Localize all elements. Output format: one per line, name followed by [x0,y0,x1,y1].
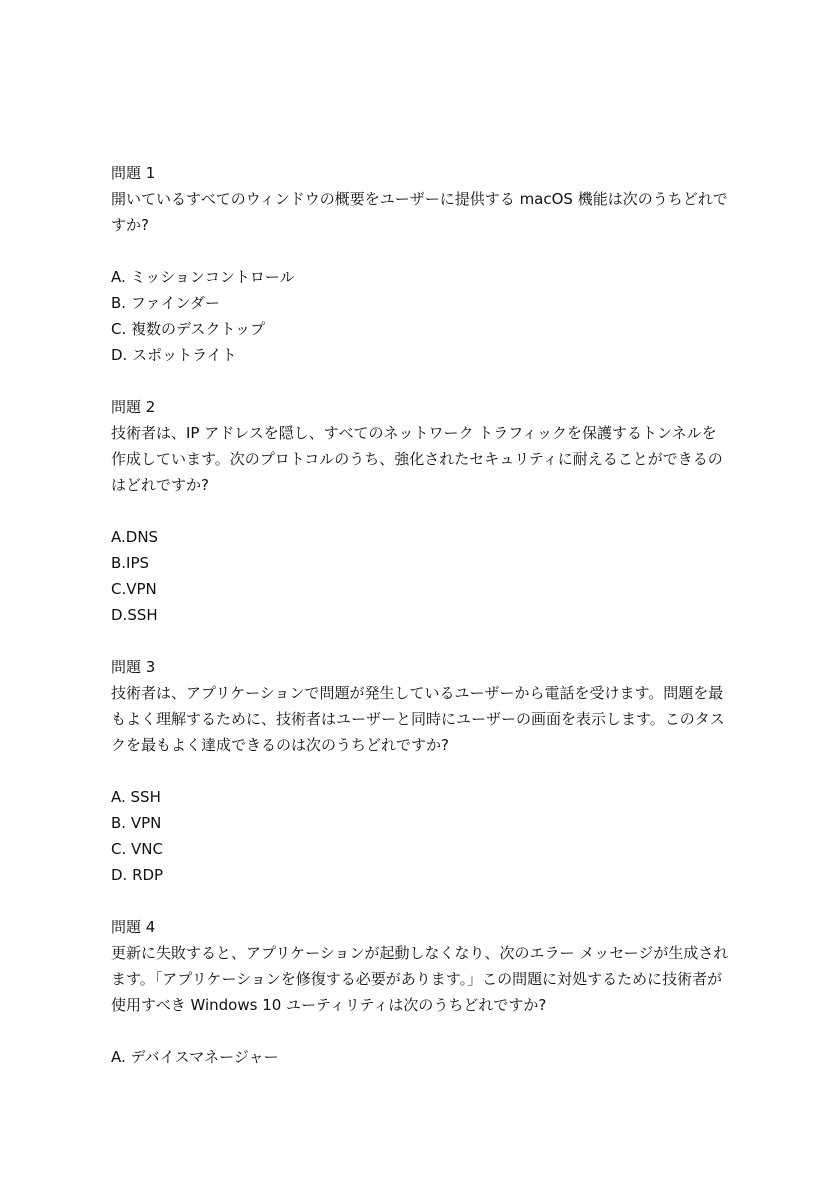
option-c: C. 複数のデスクトップ [111,320,265,338]
option-b: B. ファインダー [111,294,220,312]
option-list [111,784,731,888]
option-c: C.VPN [111,580,157,598]
question-3 [111,654,731,888]
option-a: A.DNS [111,528,159,546]
question-2 [111,394,731,628]
question-label: 問題 1 [111,164,156,182]
question-label: 問題 4 [111,918,156,936]
question-text: 技術者は、IP アドレスを隠し、すべてのネットワーク トラフィックを保護するトンネルを作成しています。次のプロトコルのうち、強化されたセキュリティに耐えることができるのはどれですか? [111,424,723,494]
option-c: C. VNC [111,840,163,858]
question-text: 技術者は、アプリケーションで問題が発生しているユーザーから電話を受けます。問題を最もよく理解するために、技術者はユーザーと同時にユーザーの画面を表示します。このタスクを最もよく達成できるのは次のうちどれですか? [111,684,725,754]
question-list [111,160,731,1070]
spacer [111,368,731,394]
spacer [111,628,731,654]
option-a: A. SSH [111,788,161,806]
option-list [111,524,731,628]
option-a: A. デバイスマネージャー [111,1048,279,1066]
option-d: D. RDP [111,866,164,884]
question-label: 問題 3 [111,658,156,676]
question-1 [111,160,731,368]
option-d: D. スポットライト [111,346,237,364]
option-b: B. VPN [111,814,162,832]
question-label: 問題 2 [111,398,156,416]
spacer [111,888,731,914]
option-a: A. ミッションコントロール [111,268,295,286]
option-d: D.SSH [111,606,158,624]
question-4 [111,914,731,1070]
option-list [111,1044,731,1070]
option-list [111,264,731,368]
question-text: 更新に失敗すると、アプリケーションが起動しなくなり、次のエラー メッセージが生成されます。「アプリケーションを修復する必要があります。」この問題に対処するために技術者が使用すべき Windows 10 ユーティリティは次のうちどれですか? [111,944,729,1014]
option-b: B.IPS [111,554,150,572]
question-text: 開いているすべてのウィンドウの概要をユーザーに提供する macOS 機能は次のうちどれですか? [111,190,728,234]
